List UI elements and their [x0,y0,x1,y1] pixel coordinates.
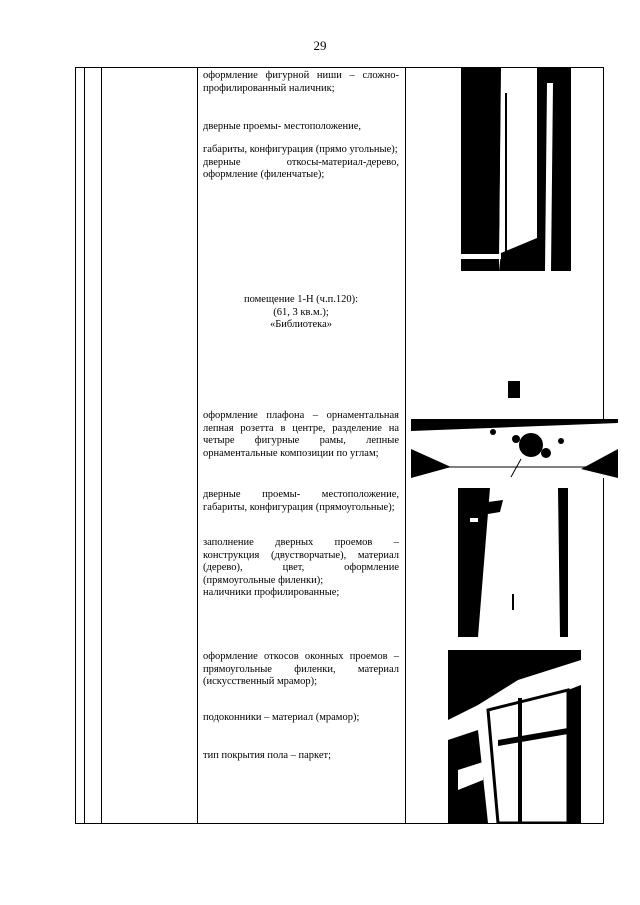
door-fill-description [203,537,399,600]
text-line: оформление плафона – орнаментальная лепная розетта в центре, разделение на четыре фигурные рамы, лепные орнаментальные композиции по углам; [203,410,399,459]
door-openings-description [203,489,399,514]
small-black-mark [508,381,520,398]
column-divider-3 [197,67,198,824]
photo-niche [461,68,571,271]
room-heading-line-2: (61, 3 кв.м.); [273,306,329,318]
text-line: дверные откосы-материал-дерево, оформление (филенчатые); [203,156,399,180]
text-line: заполнение дверных проемов – конструкция (двустворчатые), материал (дерево), цвет, оформление (прямоугольные филенки); [203,537,399,586]
room-heading [203,294,399,332]
text-line: дверные проемы- местоположение, габариты, конфигурация (прямоугольные); [203,489,399,513]
column-divider-2 [101,67,102,824]
door-openings-location [203,121,399,134]
floor-description [203,750,399,763]
room-heading-line-1: помещение 1-Н (ч.п.120): [243,294,358,305]
text-line: наличники профилированные; [203,587,340,598]
page-number: 29 [313,38,327,53]
ceiling-description [203,410,399,460]
photo-door [458,488,568,637]
column-divider-4 [405,67,406,824]
text-line: тип покрытия пола – паркет; [203,750,332,761]
text-line: габариты, конфигурация (прямо угольные); [203,144,398,155]
photo-window [448,650,581,823]
room-heading-line-3: «Библиотека» [269,319,333,330]
text-line: оформление фигурной ниши – сложно-профилированный наличник; [203,70,399,94]
door-openings-dimensions [203,144,399,182]
text-line: оформление откосов оконных проемов – прямоугольные филенки, материал (искусственный мрамор); [203,651,399,687]
text-line: подоконники – материал (мрамор); [203,712,360,723]
windowsills-description [203,712,399,725]
window-reveals-description [203,651,399,689]
niche-description [203,70,399,95]
text-line: дверные проемы- местоположение, [203,121,362,132]
photo-ceiling [411,419,618,478]
column-divider-1 [84,67,85,824]
